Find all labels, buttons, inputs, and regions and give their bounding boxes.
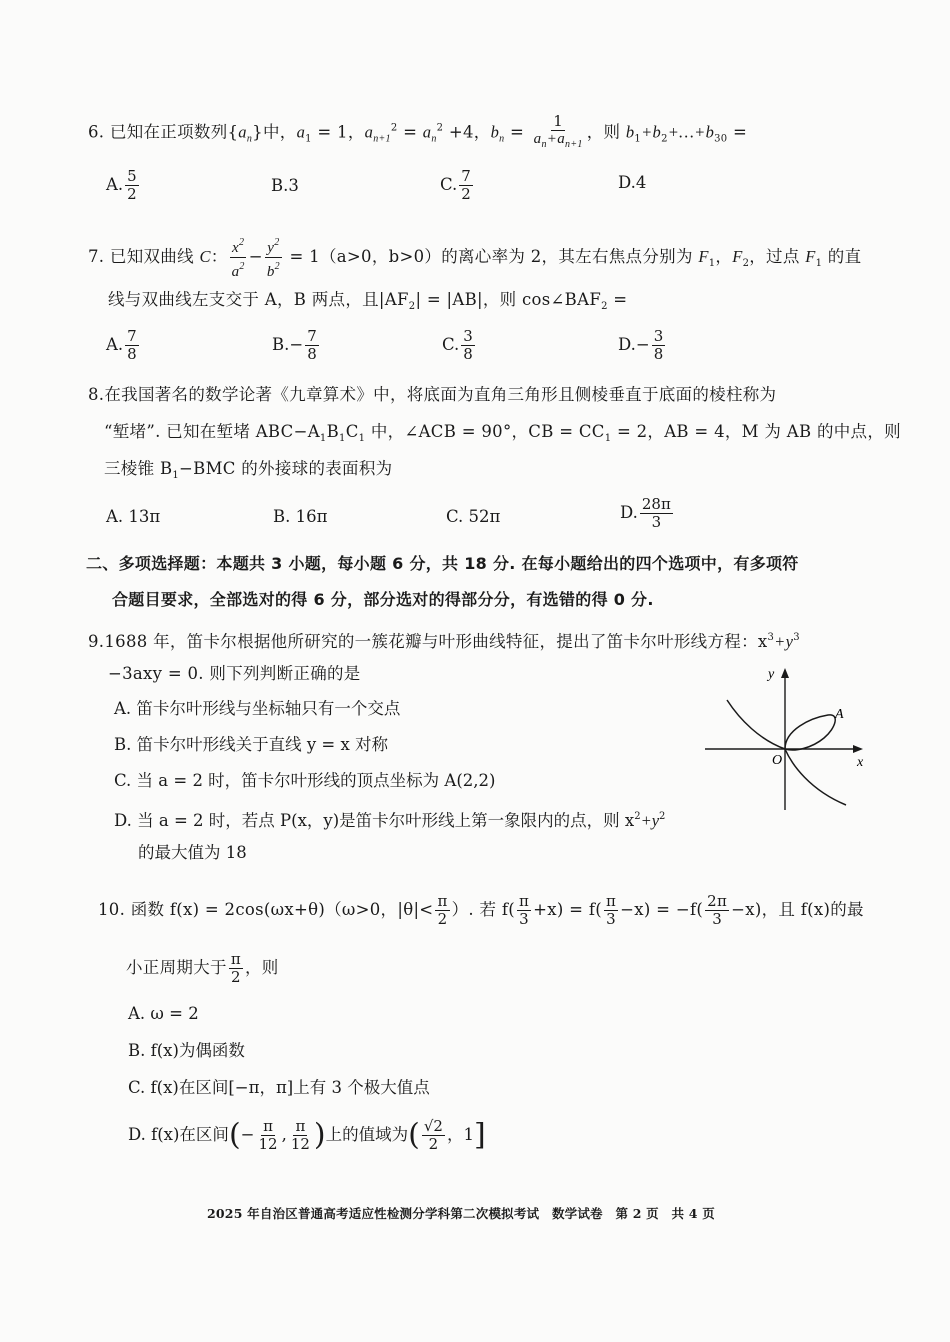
option-label: B. bbox=[272, 335, 290, 354]
subscript: 2 bbox=[661, 133, 668, 145]
fraction bbox=[230, 234, 247, 281]
question-10-stem-line2 bbox=[126, 951, 279, 986]
stem-text: = bbox=[504, 122, 530, 142]
stem-text: 函数 f(x) = 2cos(ωx+θ)（ω>0，|θ|< bbox=[130, 900, 434, 919]
subscript: n bbox=[541, 139, 547, 150]
stem-text: −x)，且 f(x)的最 bbox=[731, 900, 864, 919]
stem-text: 线与双曲线左支交于 A，B 两点，且|AF bbox=[108, 290, 409, 309]
stem-text: = bbox=[397, 122, 423, 142]
subscript: 1 bbox=[172, 470, 180, 481]
question-7-stem-line1 bbox=[88, 234, 861, 281]
curve-loop bbox=[785, 715, 835, 750]
question-number: 10. bbox=[98, 900, 126, 919]
subscript: 1 bbox=[305, 133, 312, 145]
numerator: 7 bbox=[307, 327, 317, 345]
option-text: 笛卡尔叶形线与坐标轴只有一个交点 bbox=[136, 699, 401, 718]
option-text: f(x)在区间[−π，π]上有 3 个极大值点 bbox=[150, 1078, 430, 1097]
q6-option-d bbox=[618, 172, 646, 194]
option-label: A. bbox=[106, 335, 124, 354]
numerator: π bbox=[519, 892, 530, 910]
stem-text: −BMC 的外接球的表面积为 bbox=[179, 459, 393, 478]
subscript: 1 bbox=[815, 258, 823, 269]
section-2-heading-line2: 合题目要求，全部选对的得 6 分，部分选对的得部分分，有选错的得 0 分. bbox=[112, 590, 654, 609]
stem-text: ）. 若 f( bbox=[451, 900, 515, 919]
option-value: 16π bbox=[295, 507, 328, 526]
var: F bbox=[805, 247, 816, 266]
option-label: A. bbox=[106, 175, 124, 194]
denominator: 2 bbox=[437, 910, 448, 928]
superscript: 2 bbox=[274, 237, 280, 248]
stem-text: “堑堵”. 已知在堑堵 ABC−A bbox=[104, 422, 320, 441]
fraction bbox=[604, 893, 618, 928]
option-label: D. bbox=[618, 335, 636, 354]
stem-text: ，则 bbox=[244, 958, 279, 977]
var: F bbox=[698, 247, 709, 266]
denominator bbox=[265, 258, 282, 281]
stem-text: ，则 bbox=[586, 122, 626, 142]
denominator: 2 bbox=[461, 185, 471, 203]
stem-text: = 2，AB = 4，M 为 AB 的中点，则 bbox=[611, 422, 901, 441]
question-8-stem-line2 bbox=[104, 421, 901, 450]
var: a bbox=[422, 122, 432, 142]
var: a bbox=[533, 131, 542, 147]
y-axis-arrow-icon bbox=[781, 668, 789, 678]
var: b bbox=[266, 264, 275, 280]
denominator: 8 bbox=[463, 345, 473, 363]
question-number: 9. bbox=[88, 632, 105, 651]
section-2-heading-line1: 二、多项选择题：本题共 3 小题，每小题 6 分，共 18 分. 在每小题给出的四个选项中，有多项符 bbox=[86, 554, 799, 573]
numerator bbox=[230, 234, 246, 258]
stem-text: ，过点 bbox=[749, 247, 806, 266]
fraction bbox=[422, 1118, 445, 1153]
option-label: B. bbox=[128, 1041, 146, 1060]
numerator: π bbox=[230, 950, 241, 968]
stem-text: = bbox=[727, 122, 748, 142]
question-7-stem-line2 bbox=[108, 289, 627, 318]
denominator bbox=[230, 258, 247, 281]
q10-option-a bbox=[128, 1003, 199, 1025]
operator: − bbox=[248, 247, 263, 266]
subscript: 1 bbox=[319, 433, 327, 444]
option-label: A. bbox=[106, 507, 124, 526]
numerator: √2 bbox=[423, 1117, 443, 1135]
q6-option-b bbox=[271, 175, 299, 197]
sign: − bbox=[289, 335, 304, 354]
var: F bbox=[732, 247, 743, 266]
fraction bbox=[640, 496, 673, 531]
left-paren: ( bbox=[228, 1117, 241, 1153]
fraction bbox=[705, 893, 729, 928]
subscript: 2 bbox=[742, 258, 750, 269]
superscript: 3 bbox=[767, 632, 775, 643]
option-label: B. bbox=[114, 735, 132, 754]
stem-text: = 1， bbox=[311, 122, 365, 142]
denominator: 3 bbox=[651, 513, 662, 531]
q8-option-d bbox=[620, 496, 675, 531]
fraction bbox=[517, 893, 531, 928]
q9-option-d bbox=[114, 806, 665, 832]
question-8-stem-line3 bbox=[104, 458, 392, 487]
x-axis-arrow-icon bbox=[853, 745, 863, 753]
denominator: 8 bbox=[307, 345, 317, 363]
sign: − bbox=[240, 1125, 255, 1144]
numerator: 5 bbox=[127, 167, 137, 185]
superscript: 2 bbox=[659, 811, 666, 822]
stem-text: = bbox=[607, 290, 628, 309]
stem-text: | = |AB|，则 cos∠BAF bbox=[415, 290, 602, 309]
q7-option-d bbox=[618, 328, 667, 363]
option-label: C. bbox=[442, 335, 460, 354]
denominator: 12 bbox=[290, 1135, 310, 1153]
numerator: 3 bbox=[653, 327, 664, 345]
denominator: 3 bbox=[712, 910, 723, 928]
option-value: 3 bbox=[288, 176, 299, 195]
option-label: D. bbox=[128, 1125, 146, 1144]
superscript: 2 bbox=[634, 811, 641, 822]
option-text: ，1 bbox=[446, 1125, 474, 1144]
stem-text: +4， bbox=[443, 122, 491, 142]
fraction bbox=[125, 328, 139, 363]
question-10-stem-line1 bbox=[98, 893, 864, 928]
superscript: 2 bbox=[274, 261, 280, 272]
denominator: 3 bbox=[519, 910, 529, 928]
var: +y bbox=[640, 811, 660, 830]
var: a bbox=[364, 122, 374, 142]
option-label: A. bbox=[114, 699, 132, 718]
numerator: 2π bbox=[707, 892, 728, 910]
var: x bbox=[231, 240, 239, 256]
stem-text: 在我国著名的数学论著《九章算术》中，将底面为直角三角形且侧棱垂直于底面的棱柱称为 bbox=[104, 385, 777, 404]
question-6-stem bbox=[88, 113, 747, 153]
option-label: B. bbox=[271, 176, 289, 195]
var: b bbox=[490, 122, 500, 142]
option-value: 4 bbox=[635, 173, 647, 192]
stem-text: 三棱锥 B bbox=[104, 459, 173, 478]
denominator bbox=[532, 131, 585, 153]
denominator: 2 bbox=[230, 968, 241, 986]
stem-text: −x) = −f( bbox=[620, 900, 704, 919]
option-value: 13π bbox=[128, 507, 161, 526]
var: a bbox=[238, 122, 247, 142]
denominator: 3 bbox=[606, 910, 616, 928]
option-label: A. bbox=[128, 1004, 146, 1023]
stem-text: +x) = f( bbox=[533, 900, 602, 919]
q8-option-a bbox=[106, 506, 160, 528]
question-number: 7. bbox=[88, 247, 105, 266]
option-text: 当 a = 2 时，笛卡尔叶形线的顶点坐标为 A(2,2) bbox=[136, 771, 496, 790]
subscript: n bbox=[431, 133, 437, 145]
stem-text: 小正周期大于 bbox=[126, 958, 227, 977]
fraction bbox=[461, 328, 475, 363]
q10-option-c bbox=[128, 1077, 430, 1099]
q6-option-c bbox=[440, 168, 475, 203]
option-text: 当 a = 2 时，若点 P(x，y)是笛卡尔叶形线上第一象限内的点，则 x bbox=[137, 811, 635, 830]
option-label: C. bbox=[446, 507, 464, 526]
numerator: π bbox=[437, 892, 448, 910]
option-label: B. bbox=[273, 507, 291, 526]
denominator: 8 bbox=[127, 345, 137, 363]
denominator: 2 bbox=[428, 1135, 439, 1153]
fraction bbox=[229, 951, 243, 986]
subscript: 2 bbox=[601, 301, 608, 312]
sign: − bbox=[635, 335, 650, 354]
option-label: C. bbox=[128, 1078, 146, 1097]
q10-option-b bbox=[128, 1040, 245, 1062]
q9-option-b bbox=[114, 734, 388, 756]
question-9-stem-line1 bbox=[88, 627, 800, 653]
left-paren: ( bbox=[408, 1117, 420, 1153]
denominator: 8 bbox=[653, 345, 664, 363]
superscript: 2 bbox=[436, 122, 444, 134]
stem-text: ： bbox=[210, 247, 228, 266]
stem-text: 1688 年，笛卡尔根据他所研究的一簇花瓣与叶形曲线特征，提出了笛卡尔叶形线方程：x bbox=[104, 632, 768, 651]
question-9-stem-line2: −3axy = 0. 则下列判断正确的是 bbox=[108, 664, 361, 683]
subscript: 1 bbox=[708, 258, 716, 269]
numerator: 7 bbox=[127, 327, 137, 345]
superscript: 2 bbox=[390, 122, 398, 134]
fraction bbox=[459, 168, 473, 203]
numerator: 1 bbox=[553, 112, 564, 130]
option-label: D. bbox=[618, 173, 636, 192]
folium-of-descartes-figure bbox=[700, 660, 880, 810]
var: a bbox=[296, 122, 306, 142]
numerator: π bbox=[295, 1117, 306, 1135]
q9-option-d-continuation: 的最大值为 18 bbox=[138, 843, 247, 862]
var: +y bbox=[774, 632, 794, 651]
q7-option-a bbox=[106, 328, 141, 363]
var: +b bbox=[641, 122, 662, 142]
subscript: 1 bbox=[634, 133, 642, 145]
superscript: 3 bbox=[793, 632, 800, 643]
subscript: n+1 bbox=[373, 133, 391, 145]
x-axis-label: x bbox=[857, 755, 864, 770]
fraction bbox=[652, 328, 666, 363]
var: a bbox=[231, 264, 240, 280]
var: +a bbox=[546, 131, 566, 147]
subscript: n bbox=[499, 133, 505, 145]
subscript: 1 bbox=[604, 433, 612, 444]
subscript: n bbox=[246, 133, 253, 145]
subscript: 1 bbox=[339, 433, 346, 444]
option-text: f(x)在区间 bbox=[151, 1125, 229, 1144]
stem-text: ， bbox=[715, 247, 733, 266]
subscript: n+1 bbox=[565, 139, 583, 150]
stem-text: B bbox=[326, 422, 340, 441]
option-label: D. bbox=[114, 811, 132, 830]
subscript: 1 bbox=[358, 433, 366, 444]
q10-option-d: D. f(x)在区间(− $\frac{\pi}{12}$ , $\frac{\pi}{12}$ )上的值域为( $\frac{√2}{2}$ ，1] bbox=[128, 1117, 486, 1153]
option-label: C. bbox=[440, 175, 458, 194]
option-text: 笛卡尔叶形线关于直线 y = x 对称 bbox=[136, 735, 389, 754]
var: C bbox=[199, 247, 211, 266]
option-text: f(x)为偶函数 bbox=[150, 1041, 245, 1060]
var: b bbox=[625, 122, 635, 142]
denominator: 12 bbox=[258, 1135, 278, 1153]
point-a-label: A bbox=[835, 707, 844, 722]
numerator: π bbox=[263, 1117, 273, 1135]
origin-label: O bbox=[772, 753, 783, 768]
fraction bbox=[265, 234, 282, 281]
fraction bbox=[435, 893, 449, 928]
stem-text: = 1（a>0，b>0）的离心率为 2，其左右焦点分别为 bbox=[283, 247, 699, 266]
subscript: 30 bbox=[714, 133, 728, 145]
stem-text: }中， bbox=[252, 122, 297, 142]
question-number: 6. bbox=[88, 122, 105, 142]
stem-text: 的直 bbox=[822, 247, 862, 266]
right-paren: ) bbox=[313, 1117, 326, 1153]
right-bracket: ] bbox=[473, 1117, 486, 1153]
fraction bbox=[256, 1118, 279, 1153]
option-value: 52π bbox=[468, 507, 501, 526]
option-label: C. bbox=[114, 771, 132, 790]
superscript: 2 bbox=[238, 237, 245, 248]
subscript: 2 bbox=[408, 301, 416, 312]
var: y bbox=[267, 240, 275, 256]
q9-option-a bbox=[114, 698, 400, 720]
curve-upper-left-branch bbox=[727, 700, 785, 749]
q9-option-c bbox=[114, 770, 495, 792]
q6-option-a bbox=[106, 168, 141, 203]
denominator: 2 bbox=[127, 185, 137, 203]
superscript: 2 bbox=[239, 261, 245, 272]
option-text: ω = 2 bbox=[150, 1004, 199, 1023]
stem-text: C bbox=[345, 422, 359, 441]
stem-text: 已知在正项数列{ bbox=[109, 122, 239, 142]
stem-text: 已知双曲线 bbox=[109, 247, 200, 266]
q7-option-c bbox=[442, 328, 477, 363]
q7-option-b bbox=[272, 328, 321, 363]
numerator: 3 bbox=[463, 327, 473, 345]
q8-option-b bbox=[273, 506, 327, 528]
fraction bbox=[289, 1118, 312, 1153]
numerator: 7 bbox=[461, 167, 471, 185]
curve-lower-right-branch bbox=[785, 749, 846, 805]
numerator bbox=[265, 234, 281, 258]
option-label: D. bbox=[620, 503, 638, 522]
var: +…+b bbox=[667, 122, 715, 142]
fraction bbox=[532, 113, 585, 153]
stem-text: 中，∠ACB = 90°，CB = CC bbox=[365, 422, 605, 441]
fraction bbox=[305, 328, 319, 363]
question-number: 8. bbox=[88, 385, 105, 404]
q8-option-c bbox=[446, 506, 500, 528]
question-8-stem-line1 bbox=[88, 384, 776, 406]
numerator: π bbox=[606, 892, 617, 910]
fraction bbox=[125, 168, 139, 203]
page-footer: 2025 年自治区普通高考适应性检测分学科第二次模拟考试 数学试卷 第 2 页 共 4 页 bbox=[207, 1206, 715, 1221]
y-axis-label: y bbox=[768, 667, 775, 682]
numerator: 28π bbox=[641, 495, 671, 513]
option-text: 上的值域为 bbox=[325, 1125, 409, 1144]
